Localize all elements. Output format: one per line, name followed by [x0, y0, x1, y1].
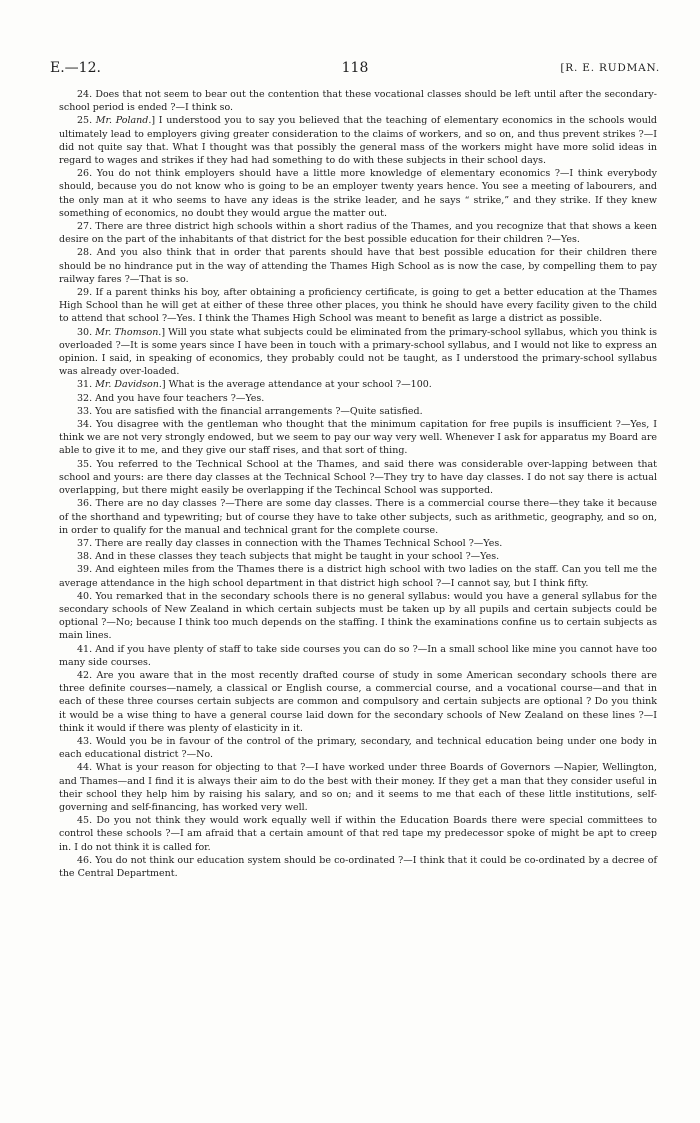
page-number: 118 [341, 60, 369, 76]
paragraph-25: 25. Mr. Poland.] I understood you to say you believed that the teaching of elementary economics in the schools would ultimately lead to employers giving greater consideration to the claims of workers, and so on, and thus prevent strikes ?—I did not quite say that. What I thought was that possibly the general mass of the workers might have more solid ideas in regard to wages and strikes if they had had something to do with these subjects in their school days. [59, 115, 657, 167]
document-code: E.—12. [50, 60, 101, 76]
transcript-body [59, 88, 657, 880]
paragraph-27: 27. There are three district high schools within a short radius of the Thames, and you recognize that that shows a keen desire on the part of the inhabitants of that district for the best possible education for their children ?—Yes. [59, 221, 657, 246]
paragraph-36: 36. There are no day classes ?—There are some day classes. There is a commercial course there—they take it because of the shorthand and typewriting; but of course they have to take other subjects, such as arithmetic, geography, and so on, in order to qualify for the manual and technical grant for the complete course. [59, 498, 657, 536]
speaker-name: Mr. Thomson. [95, 326, 162, 338]
paragraph-31: 31. Mr. Davidson.] What is the average attendance at your school ?—100. [77, 379, 432, 391]
paragraph-38: 38. And in these classes they teach subjects that might be taught in your school ?—Yes. [77, 551, 500, 563]
paragraph-30: 30. Mr. Thomson.] Will you state what subjects could be eliminated from the primary-school syllabus, which you think is overloaded ?—It is some years since I have been in touch with a primary-school syllabus, and I would not like to express an opinion. I said, in speaking of economics, they probably could not be taught, as I understood the primary-school syllabus was already over-loaded. [59, 326, 657, 378]
paragraph-28: 28. And you also think that in order that parents should have that best possible education for their children there should be no hindrance put in the way of attending the Thames High School as is now the case, by compelling them to pay railway fares ?—That is so. [59, 247, 657, 285]
paragraph-42: 42. Are you aware that in the most recently drafted course of study in some American secondary schools there are three definite courses—namely, a classical or English course, a commercial course, and a vocational course—and that in each of these three courses certain subjects are common and compulsory and certain subjects are optional ? Do you think it would be a wise thing to have a general course laid down for the secondary schools of New Zealand on these lines ?—I think it would if there was plenty of elasticity in it. [59, 669, 657, 734]
paragraph-29: 29. If a parent thinks his boy, after obtaining a proficiency certificate, is going to get a better education at the Thames High School than he will get at either of these three other places, you think he should have every facility given to the child to attend that school ?—Yes. I think the Thames High School was meant to benefit as large a district as possible. [59, 287, 657, 325]
paragraph-26: 26. You do not think employers should have a little more knowledge of elementary economics ?—I think everybody should, because you do not know who is going to be an employer twenty years hence. You see a meeting of labourers, and the only man at it who seems to have any ideas is the strike leader, and he says “ strike,” and they strike. If they knew something of economics, no doubt they would argue the matter out. [59, 168, 657, 219]
paragraph-40: 40. You remarked that in the secondary schools there is no general syllabus: would you have a general syllabus for the secondary schools of New Zealand in which certain subjects must be taken up by all pupils and certain subjects could be optional ?—No; because I think too much depends on the staffing. I think the examinations confine us to certain subjects as main lines. [59, 590, 657, 642]
paragraph-46: 46. You do not think our education system should be co-ordinated ?—I think that it could be co-ordinated by a decree of the Central Department. [59, 854, 657, 879]
speaker-name: Mr. Davidson. [95, 379, 162, 391]
paragraph-45: 45. Do you not think they would work equally well if within the Education Boards there were special committees to control these schools ?—I am afraid that a certain amount of that red tape my predecessor spoke of might be apt to creep in. I do not think it is called for. [59, 815, 657, 853]
paragraph-33: 33. You are satisfied with the financial arrangements ?—Quite satisfied. [77, 405, 423, 417]
paragraph-24: 24. Does that not seem to bear out the contention that these vocational classes should be left until after the secondary-school period is ended ?—I think so. [59, 89, 657, 114]
paragraph-35: 35. You referred to the Technical School at the Thames, and said there was considerable over-lapping between that school and yours: are there day classes at the Technical School ?—They try to have day classes. I do not say there is actual overlapping, but there might easily be overlapping if the Techincal School was supported. [59, 458, 657, 497]
paragraph-32: 32. And you have four teachers ?—Yes. [77, 392, 265, 404]
paragraph-44: 44. What is your reason for objecting to that ?—I have worked under three Boards of Governors —Napier, Wellington, and Thames—and I find it is always their aim to do the best with their money. If they get a man that they consider useful in their school they help him by raising his salary, and so on; and it seems to me that each of these little institutions, self-governing and self-financing, has worked very well. [59, 762, 657, 813]
paragraph-39: 39. And eighteen miles from the Thames there is a district high school with two ladies on the staff. Can you tell me the average attendance in the high school department in that district high school ?—I cannot say, but I think fifty. [59, 564, 657, 589]
page-header [50, 58, 660, 78]
paragraph-41: 41. And if you have plenty of staff to take side courses you can do so ?—In a small school like mine you cannot have too many side courses. [59, 643, 657, 668]
paragraph-37: 37. There are really day classes in connection with the Thames Technical School ?—Yes. [77, 537, 503, 549]
paragraph-34: 34. You disagree with the gentleman who thought that the minimum capitation for free pupils is insufficient ?—Yes, I think we are not very strongly endowed, but we seem to pay our way very well. Whenever I ask for apparatus my Board are able to give it to me, and they give our staff rises, and that sort of thing. [59, 419, 657, 457]
witness-name: [R. E. RUDMAN. [560, 62, 660, 74]
paragraph-43: 43. Would you be in favour of the control of the primary, secondary, and technical education being under one body in each educational district ?—No. [59, 735, 657, 761]
speaker-name: Mr. Poland. [95, 115, 152, 127]
